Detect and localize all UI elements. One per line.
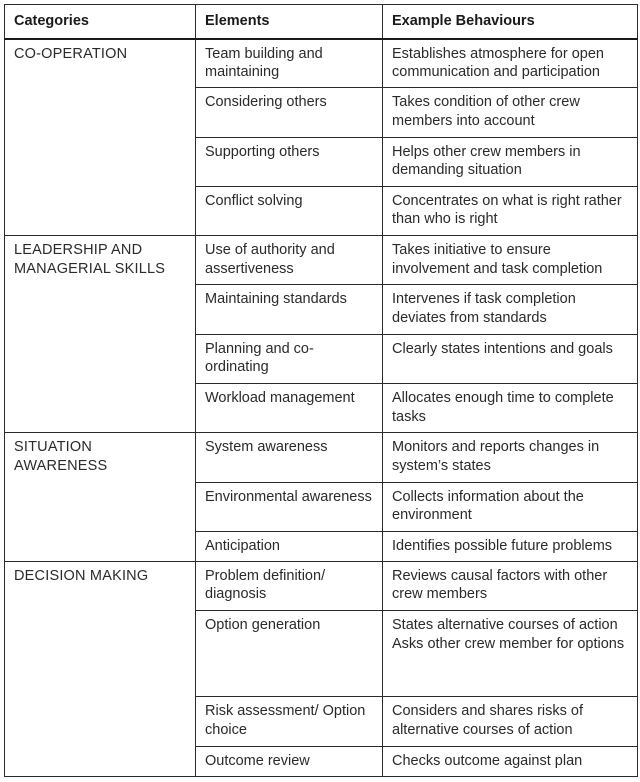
- element-cell: Considering others: [196, 88, 383, 137]
- header-example-behaviours: Example Behaviours: [383, 5, 638, 39]
- behaviour-cell: Checks outcome against plan: [383, 746, 638, 776]
- element-cell: Use of authority and assertiveness: [196, 236, 383, 285]
- header-elements: Elements: [196, 5, 383, 39]
- behaviour-cell: Takes initiative to ensure involvement and task completion: [383, 236, 638, 285]
- table-row: [5, 561, 638, 610]
- behaviour-cell: Helps other crew members in demanding situation: [383, 137, 638, 186]
- category-cell: SITUATION AWARENESS: [5, 433, 196, 562]
- element-cell: Team building and maintaining: [196, 39, 383, 88]
- element-cell: Supporting others: [196, 137, 383, 186]
- behaviour-cell: Establishes atmosphere for open communication and participation: [383, 39, 638, 88]
- header-row: [5, 5, 638, 39]
- behaviour-cell: Takes condition of other crew members into account: [383, 88, 638, 137]
- category-cell: DECISION MAKING: [5, 561, 196, 776]
- element-cell: Workload management: [196, 384, 383, 433]
- behaviour-line: States alternative courses of action: [392, 617, 618, 634]
- behaviour-cell: [383, 611, 638, 697]
- header-categories: Categories: [5, 5, 196, 39]
- behaviour-cell: Collects information about the environment: [383, 482, 638, 531]
- table-row: [5, 236, 638, 285]
- element-cell: Option generation: [196, 611, 383, 697]
- element-cell: Problem definition/ diagnosis: [196, 561, 383, 610]
- category-cell: CO-OPERATION: [5, 39, 196, 236]
- behaviour-cell: Monitors and reports changes in system’s states: [383, 433, 638, 482]
- behaviour-cell: Allocates enough time to complete tasks: [383, 384, 638, 433]
- behavioural-markers-table: [4, 4, 638, 777]
- behaviour-cell: Intervenes if task completion deviates from standards: [383, 285, 638, 334]
- behaviour-cell: Identifies possible future problems: [383, 531, 638, 561]
- element-cell: Environmental awareness: [196, 482, 383, 531]
- table-row: [5, 39, 638, 88]
- element-cell: Planning and co-ordinating: [196, 334, 383, 383]
- behaviour-cell: Reviews causal factors with other crew members: [383, 561, 638, 610]
- element-cell: Risk assessment/ Option choice: [196, 697, 383, 746]
- element-cell: Conflict solving: [196, 186, 383, 235]
- behaviour-cell: Concentrates on what is right rather than who is right: [383, 186, 638, 235]
- element-cell: Maintaining standards: [196, 285, 383, 334]
- behaviour-cell: Considers and shares risks of alternative courses of action: [383, 697, 638, 746]
- category-cell: LEADERSHIP AND MANAGERIAL SKILLS: [5, 236, 196, 433]
- element-cell: Anticipation: [196, 531, 383, 561]
- behaviour-line: Asks other crew member for options: [392, 635, 625, 652]
- behaviour-cell: Clearly states intentions and goals: [383, 334, 638, 383]
- table-row: [5, 433, 638, 482]
- element-cell: System awareness: [196, 433, 383, 482]
- element-cell: Outcome review: [196, 746, 383, 776]
